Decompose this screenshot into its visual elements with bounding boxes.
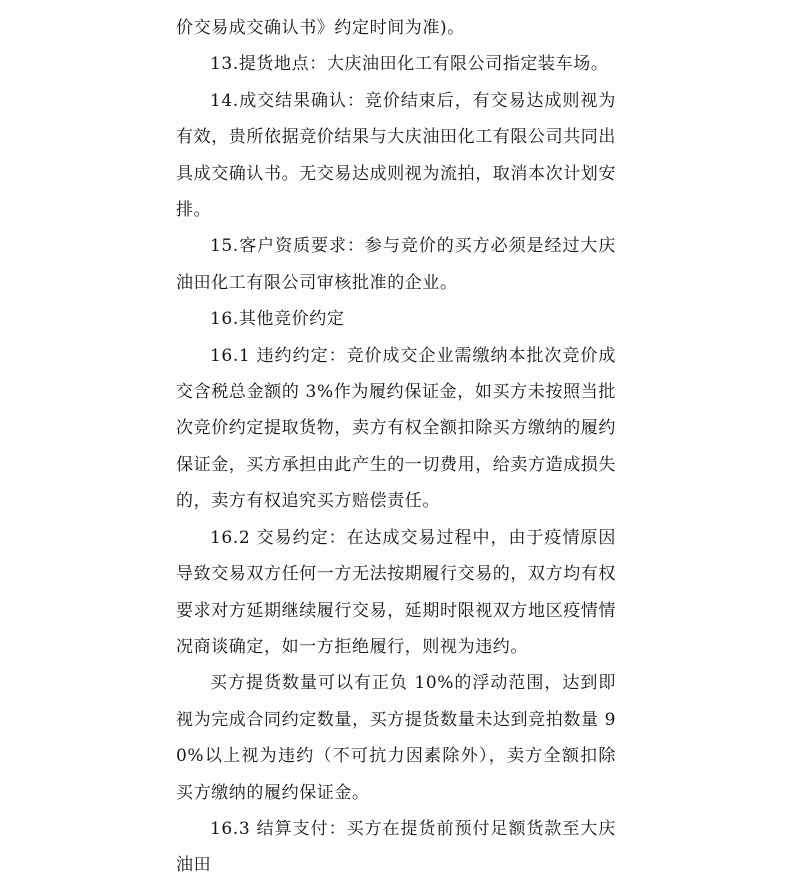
document-text bbox=[176, 10, 616, 884]
paragraph-16-other-agreements: 16.其他竞价约定 bbox=[210, 309, 345, 330]
paragraph-13-pickup-location: 13.提货地点：大庆油田化工有限公司指定装车场。 bbox=[210, 54, 609, 75]
paragraph-16-3-settlement: 16.3 结算支付：买方在提货前预付足额货款至大庆油田 bbox=[176, 818, 616, 876]
paragraph-pickup-quantity: 买方提货数量可以有正负 10%的浮动范围，达到即视为完成合同约定数量，买方提货数量未达到竞拍数量 90%以上视为违约（不可抗力因素除外），卖方全额扣除买方缴纳的履约保证金。 bbox=[176, 673, 616, 803]
paragraph-16-1-default: 16.1 违约约定：竞价成交企业需缴纳本批次竞价成交含税总金额的 3%作为履约保证金，如买方未按照当批次竞价约定提取货物，卖方有权全额扣除买方缴纳的履约保证金，买方承担由此产生的一切费用，给卖方造成损失的，卖方有权追究买方赔偿责任。 bbox=[176, 345, 616, 512]
paragraph-14-result-confirmation: 14.成交结果确认：竞价结束后，有交易达成则视为有效，贵所依据竞价结果与大庆油田化工有限公司共同出具成交确认书。无交易达成则视为流拍，取消本次计划安排。 bbox=[176, 90, 616, 221]
paragraph-16-2-trade: 16.2 交易约定：在达成交易过程中，由于疫情原因导致交易双方任何一方无法按期履行交易的，双方均有权要求对方延期继续履行交易，延期时限视双方地区疫情情况商谈确定，如一方拒绝履行，则视为违约。 bbox=[176, 527, 616, 657]
paragraph-15-customer-qualification: 15.客户资质要求：参与竞价的买方必须是经过大庆油田化工有限公司审核批准的企业。 bbox=[176, 236, 616, 293]
paragraph-continuation: 价交易成交确认书》约定时间为准)。 bbox=[176, 18, 465, 38]
